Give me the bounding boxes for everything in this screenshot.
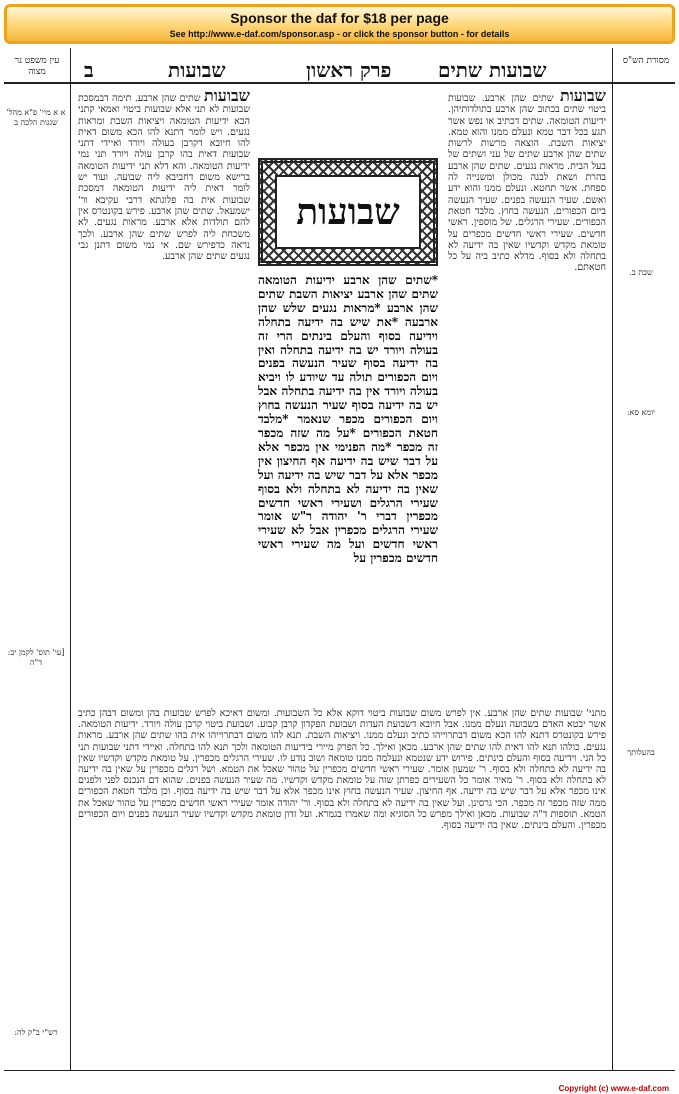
masoret-hashas-heading: מסורת הש"ס — [622, 56, 670, 66]
margin-note-left-lower: רש"י ב"ק לה: — [14, 1028, 58, 1037]
mishna-text-block — [258, 274, 438, 698]
tosafot-lead-word: שבועות — [203, 90, 250, 105]
left-margin-rule — [70, 48, 71, 1070]
rashi-lead-word: שבועות — [559, 90, 606, 105]
right-margin-rule — [612, 48, 613, 1070]
margin-note-right-lower: בהעלותך — [627, 748, 655, 757]
bottom-rule — [4, 1070, 675, 1071]
chapter-title: פרק ראשון — [306, 58, 392, 82]
ein-mishpat-heading: עין משפט נר מצוה — [14, 56, 60, 77]
running-title-right: שבועות שתים — [438, 58, 547, 82]
margin-note-right-mid: יומא סא: — [626, 408, 656, 417]
talmud-page — [0, 48, 679, 1082]
tractate-title: שבועות — [275, 175, 421, 249]
margin-note-right-top: שבת ב. — [629, 268, 653, 277]
copyright-link[interactable]: Copyright (c) www.e-daf.com — [558, 1084, 669, 1093]
daf-number: ב — [84, 58, 94, 82]
tosafot-text: שתים שהן ארבע. תימה דבמסכת שבועות לא תני אלא שבועות ביטוי ואמאי קתני הכא ידיעות הטומאה ויציאות השבת ומראות נגעים. ויש לומר דתנא להו הכא משום דאית להו חיובא דקרבן בעולה ויורד ואיידי דתני שבועות דאית בהו קרבן עולה ויורד תני נמי ידיעות הטומאה. והא דלא תני ידיעות הטומאה ברישא משום דחביבא ליה שבועה. ועוד יש לומר דאית ליה ידיעות הטומאה דמסכת שבועות אית בה פלוגתא דרבי עקיבא ור' ישמעאל. שתים שהן ארבע. פירש בקונטרס אין להם תולדות אלא ארבע. מראות נגעים. לא משכחת ליה לפרש שתים שהן ארבע. ולכך נראה כדפירש שם. אי נמי משום דתנן גבי נגעים שתים שהן ארבע. — [78, 93, 250, 263]
margin-note-left-top: א א מיי' פ"א מהל' שגגות הלכה ב — [6, 108, 66, 127]
commentary-lower-block — [78, 708, 606, 1066]
sponsor-subtitle[interactable]: See http://www.e-daf.com/sponsor.asp - or click the sponsor button - for details — [169, 29, 510, 39]
tractate-title-frame — [258, 158, 438, 266]
tosafot-column — [78, 90, 250, 702]
rashi-column — [448, 90, 606, 702]
sponsor-title[interactable]: Sponsor the daf for $18 per page — [230, 10, 449, 26]
rashi-text: שתים שהן ארבע. שבועות ביטוי שתים בכתוב שהן ארבע בתולדותיהן. ידיעות הטומאה. שתים דכתיב או נפש אשר תגע בכל דבר טמא ונעלם ממנו והוא טמא. יציאות השבת. הוצאה מרשות לרשות שתים שהן ארבע שתים של עני ושתים של בעל הבית. מראות נגעים. שתים שהן ארבע בהרת ושאת לבנה מכולן ומשנייה לה ספחת. אשר תחטא. ונעלם ממנו והוא ידע ואשם. שעיר הנעשה בפנים. שעיר הנעשה ביום הכפורים. הנעשה בחוץ. מלבד חטאת הכפורים. שעירי הרגלים. של מוספין. ראשי חדשים. שעירי ראשי חדשים מכפרים על טומאת מקדש וקדשיו שאין בה ידיעה לא בתחלה ולא בסוף. מדלא כתיב ביה על כל חטאתם. — [448, 93, 606, 274]
running-title-left: שבועות — [168, 58, 226, 82]
commentary-lower-text: מתני' שבועות שתים שהן ארבע. אין לפרש משום שבועות ביטוי דוקא אלא כל השבועות. ומשום דאיכא לפרש שבועות בהן ומשום דבהן כתיב אשר יבטא האדם בשבועה ונעלם ממנו. אבל חיובא דשבועת העדות ושבועת הפקדון קרבן קבוע. ושבועת ביטוי קרבן עולה ויורד. ידיעות הטומאה. פירש בקונטרס דתנא להו הכא משום דבתרוייהו כתיב ונעלם ממנו. ויציאות השבת. תנא להו משום דבתרוייהו אית בהו שתים שהן ארבע. מראות נגעים. כולהו תנא להו דאית להו שתים שהן ארבע. מכאן ואילך. כל הפרק מיירי בידיעות הטומאה ולכך תנא להו בתחלה. ואיידי דתני שבועות תני כל הני. וידיעה בסוף והעלם בינתים. פירוש ידע שנטמא ונעלמה ממנו טומאה ושוב נודע לו. שעירי הרגלים מכפרין. על טומאת מקדש וקדשיו שאין בה ידיעה לא בתחלה ולא בסוף. ר' שמעון אומר. שעירי ראשי חדשים מכפרין על טהור שאכל את הטמא. ושל רגלים מכפרין על שאין בה ידיעה לא בתחלה ולא בסוף. ר' מאיר אומר כל השעירים כפרתן שוה על טומאת מקדש וקדשיו. מה שעיר הנעשה בפנים. שהוא דם הנכנס לפני ולפנים אינו מכפר אלא על דבר שיש בה ידיעה. אף החיצון. שעיר הנעשה בחוץ אינו מכפר אלא על דבר שיש בה ידיעה בסוף. וכן מלבד חטאת הכפורים ממה שזה מכפר זה מכפר. הכי גרסינן. ועל שאין בה ידיעה לא בתחלה ולא בסוף. ור' יהודה אומר שעירי ראשי חדשים מכפרין על טהור שאכל את הטמא. תוספות ד"ה שבועות. מכאן ואילך מפרש כל הסוגיא ומה שאמרו בגמרא. ועל זדון טומאת מקדש וקדשיו שעיר הנעשה בפנים ויום הכפורים מכפרין. והעלם בינתים. שאין בה ידיעה בסוף. — [78, 708, 606, 832]
sponsor-banner[interactable] — [4, 4, 675, 44]
margin-note-left-mid: [עי' תוס' לקמן יב: ד"ה — [7, 648, 65, 667]
mishna-text: *שתים שהן ארבע ידיעות הטומאה שתים שהן ארבע יציאות השבת שתים שהן ארבע *מראות נגעים שלש שהן ארבעה *את שיש בה ידיעה בתחלה וידיעה בסוף והעלם בינתים הרי זה בעולה ויורד יש בה ידיעה בתחלה ואין בה ידיעה בסוף שעיר הנעשה בפנים ויום הכפורים תולה עד שיודע לו ויביא בעולה ויורד אין בה ידיעה בתחלה אבל יש בה ידיעה בסוף שעיר הנעשה בחוץ ויום הכפורים מכפר שנאמר *מלבד חטאת הכפורים *על מה שזה מכפר זה מכפר *מה הפנימי אין מכפר אלא על דבר שיש בה ידיעה אף החיצון אין מכפר אלא על דבר שיש בה ידיעה ועל שאין בה ידיעה לא בתחלה ולא בסוף שעירי הרגלים ושעירי ראשי חדשים מכפרין דברי ר' יהודה ר"ש אומר שעירי הרגלים מכפרין אבל לא שעירי ראשי חדשים ועל מה שעירי ראשי חדשים מכפרין על — [258, 274, 438, 566]
